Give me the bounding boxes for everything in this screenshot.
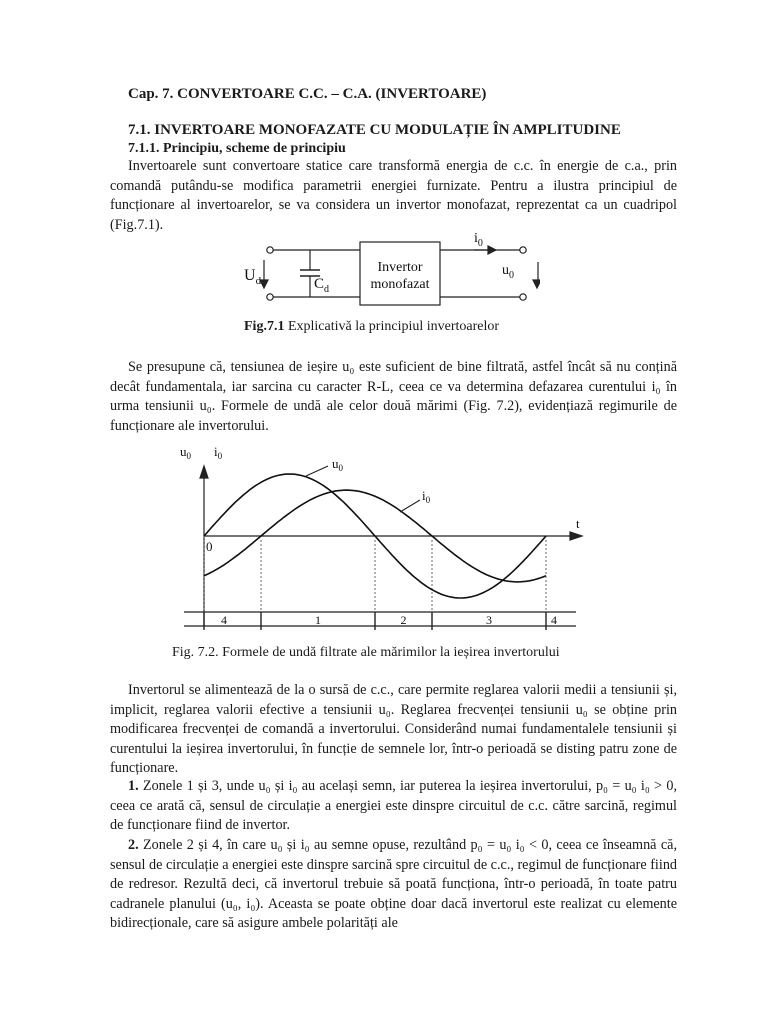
input-terminal-bottom [267,294,273,300]
output-terminal-bottom [520,294,526,300]
y-axis-arrow-icon [200,466,208,478]
u0-pointer-line [306,466,328,476]
figure-7-2-caption: Fig. 7.2. Formele de undă filtrate ale mărimilor la ieșirea invertorului [172,645,560,660]
ud-arrow-icon [260,260,268,288]
figure-7-1-diagram [230,228,540,312]
axis-label-t: t [576,516,580,531]
list-item-2-number: 2. [128,837,139,853]
zone-label: 4 [221,613,227,627]
block-label-line1: Invertor [377,260,423,275]
i0-pointer-line [400,500,420,512]
curve-label-u0: $u_0$ [332,456,343,473]
paragraph-2: Se presupune că, tensiunea de ieșire u₀ este suficient de bine filtrată, astfel încât să nu conțină decât fundamentala, iar sarcina cu caracter R-L, ceea ce va determina defazarea curentului i₀ în urma tensiunii u₀. Formele de undă ale celor două mărimi (Fig. 7.2), evidențiază regimurile de funcționare ale invertorului. [110,359,677,434]
output-terminal-top [520,247,526,253]
x-axis-arrow-icon [570,532,582,540]
input-terminal-top [267,247,273,253]
list-item-1-number: 1. [128,778,139,794]
list-item-2-text: Zonele 2 și 4, în care u₀ și i₀ au semne opuse, rezultând p₀ = u₀ i₀ < 0, ceea ce înseamnă că, sensul de circulație a energiei este dinspre sarcină spre circuitul de c.c., regimul de funcționare fiind de redresor. Rezultă deci, că invertorul trebuie să poată funcționa, într-o perioadă, în toate patru cadranele planului (u₀, i₀). Aceasta se poate obține doar dacă invertorul este realizat cu elemente bidirecționale, care să asigure ambele polarități ale [110,837,678,932]
axis-label-u0: $u_0$ [180,444,191,461]
curve-label-i0: $i_0$ [422,488,431,505]
origin-label: 0 [206,539,213,554]
u0-label: $u_0$ [502,263,514,281]
figure-7-1-caption: Fig.7.1 Explicativă la principiul invertoarelor [244,319,500,334]
axis-label-i0: $i_0$ [214,444,223,461]
zone-label: 4 [551,613,557,627]
paragraph-3: Invertorul se alimentează de la o sursă de c.c., care permite reglarea valorii medii a tensiunii și, implicit, reglarea valorii efective a tensiunii u₀. Reglarea frecvenței tensiunii u₀ se obține prin modificarea frecvenței de comandă a invertorului. Considerând numai fundamentalele tensiunii și curentului la ieșirea invertorului, în funcție de semnele lor, într-o perioadă se disting patru zone de funcționare. [110,682,677,777]
section-title: 7.1. INVERTOARE MONOFAZATE CU MODULAȚIE ÎN AMPLITUDINE [128,122,621,138]
ud-label: $U_d$ [244,267,262,287]
zone-label: 3 [486,613,492,627]
list-item-1 [110,777,677,836]
zone-label: 1 [315,613,321,627]
paragraph-1: Invertoarele sunt convertoare statice care transformă energia de c.c. în energie de c.a., prin comandă putându-se modifica parametrii energiei furnizate. Pentru a ilustra principiul de funcționare al invertoarelor, se va considera un invertor monofazat, reprezentat ca un cuadripol (Fig.7.1). [110,158,677,233]
list-item-1-text: Zonele 1 și 3, unde u₀ și i₀ au același semn, iar puterea la ieșirea invertorului, p₀ = u₀ i₀ > 0, ceea ce arată că, sensul de circulație a energiei este dinspre circuitul de c.c. către sarcină, regimul de funcționare fiind de invertor. [110,778,677,834]
chapter-title: Cap. 7. CONVERTOARE C.C. – C.A. (INVERTOARE) [128,86,487,102]
figure-7-2-chart [170,440,590,636]
block-label-line2: monofazat [370,277,430,292]
cd-label: $C_d$ [314,276,330,295]
list-item-2 [110,836,677,934]
u0-arrow-icon [533,262,540,288]
zone-label: 2 [400,613,407,627]
subsection-title: 7.1.1. Principiu, scheme de principiu [128,141,346,156]
i0-label: $i_0$ [474,231,483,249]
